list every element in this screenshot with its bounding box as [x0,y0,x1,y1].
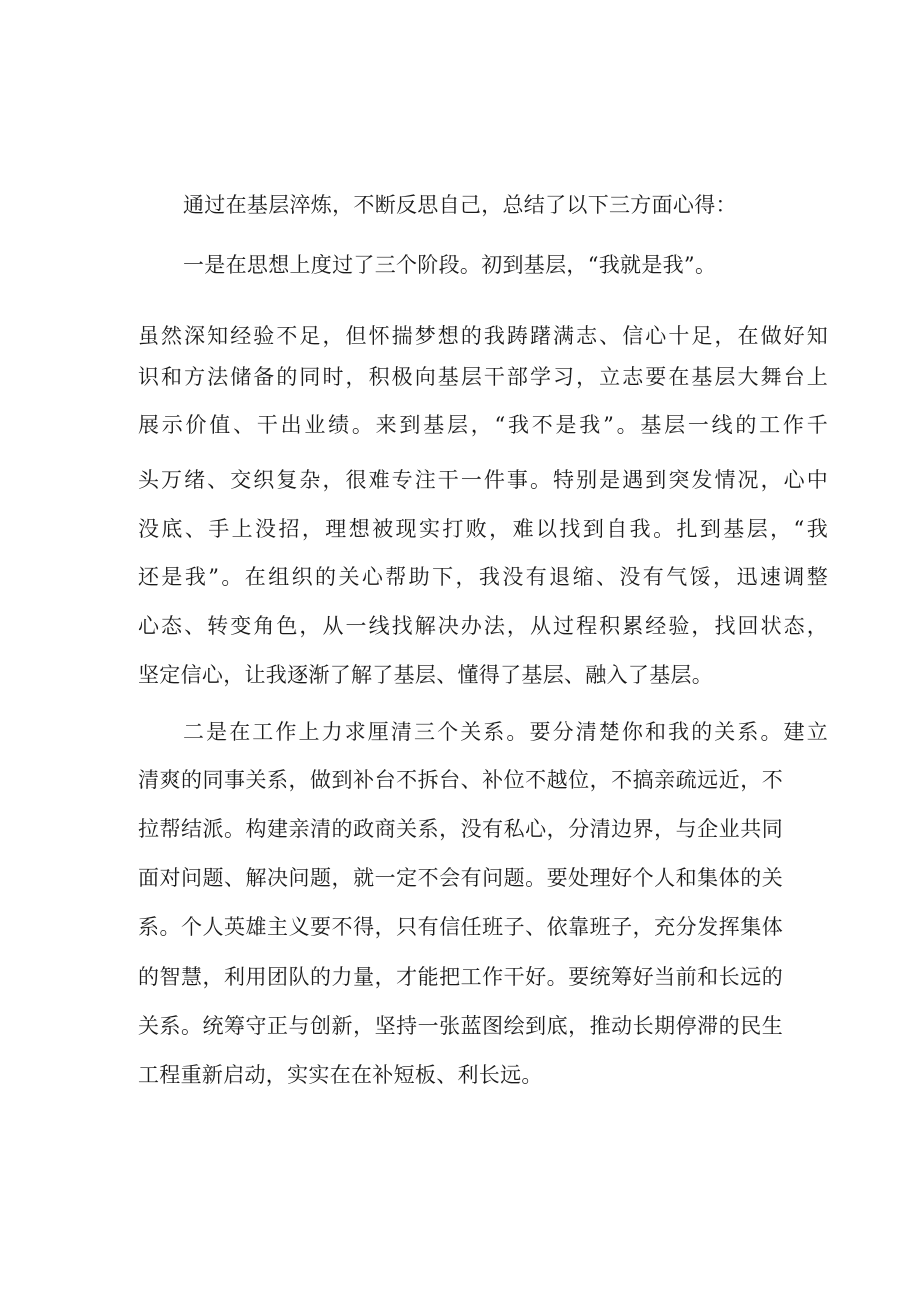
paragraph-1-line: 虽然深知经验不足，但怀揣梦想的我踌躇满志、信心十足，在做好知 [138,324,828,348]
paragraph-2-line: 关系。统筹守正与创新，坚持一张蓝图绘到底，推动长期停滞的民生 [138,1014,783,1038]
paragraph-2-line: 清爽的同事关系，做到补台不拆台、补位不越位，不搞亲疏远近，不 [138,768,783,792]
paragraph-2-line: 二是在工作上力求厘清三个关系。要分清楚你和我的关系。建立 [183,720,828,744]
paragraph-1-line: 心态、转变角色，从一线找解决办法，从过程积累经验，找回状态， [138,614,828,638]
paragraph-2-line: 面对问题、解决问题，就一定不会有问题。要处理好个人和集体的关 [138,866,783,890]
intro-line: 通过在基层淬炼，不断反思自己，总结了以下三方面心得： [183,193,737,217]
paragraph-1-line: 坚定信心，让我逐渐了解了基层、懂得了基层、融入了基层。 [138,663,714,687]
paragraph-2-line: 拉帮结派。构建亲清的政商关系，没有私心，分清边界，与企业共同 [138,817,783,841]
paragraph-1-line: 没底、手上没招，理想被现实打败，难以找到自我。扎到基层，“我 [138,517,828,541]
paragraph-2-line: 系。个人英雄主义要不得，只有信任班子、依靠班子，充分发挥集体 [138,915,783,939]
paragraph-1-line: 头万绪、交织复杂，很难专注干一件事。特别是遇到突发情况，心中 [138,468,828,492]
paragraph-1-line: 还是我”。在组织的关心帮助下，我没有退缩、没有气馁，迅速调整 [138,565,828,589]
paragraph-1-line: 一是在思想上度过了三个阶段。初到基层，“我就是我”。 [183,253,717,277]
paragraph-2-line: 的智慧，利用团队的力量，才能把工作干好。要统筹好当前和长远的 [138,965,783,989]
paragraph-2-line: 工程重新启动，实实在在补短板、利长远。 [138,1063,543,1087]
paragraph-1-line: 展示价值、干出业绩。来到基层，“我不是我”。基层一线的工作千 [138,413,828,437]
paragraph-1-line: 识和方法储备的同时，积极向基层干部学习，立志要在基层大舞台上 [138,365,828,389]
